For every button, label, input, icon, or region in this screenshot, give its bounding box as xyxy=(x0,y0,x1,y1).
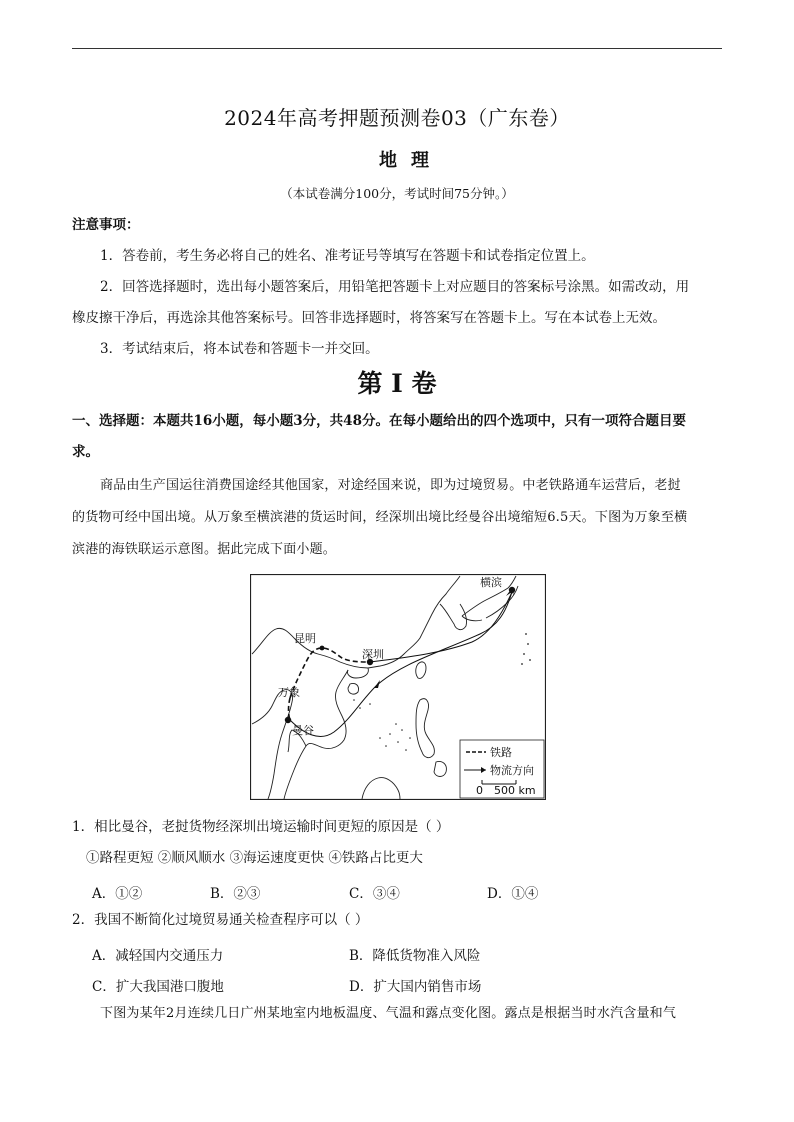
legend-flow-label: 物流方向 xyxy=(490,764,534,777)
q2-stem: 2．我国不断简化过境贸易通关检查程序可以（ ） xyxy=(72,912,369,928)
marker-bangkok xyxy=(285,717,291,723)
notice-heading: 注意事项： xyxy=(72,217,140,233)
notice-item-1: 1．答卷前，考生务必将自己的姓名、准考证号等填写在答题卡和试卷指定位置上。 xyxy=(100,248,595,264)
scale-zero: 0 xyxy=(476,784,483,797)
exam-note: （本试卷满分100分，考试时间75分钟。） xyxy=(280,186,514,201)
section-intro-line-2: 求。 xyxy=(72,444,99,460)
marker-kunming xyxy=(320,646,325,651)
scale-value: 500 km xyxy=(494,784,536,797)
q2-option-b[interactable]: B．降低货物准入风险 xyxy=(349,948,481,964)
q1-option-a[interactable]: A．①② xyxy=(92,886,143,902)
q2-option-c[interactable]: C．扩大我国港口腹地 xyxy=(92,979,224,995)
subject-title: 地理 xyxy=(379,150,443,171)
passage-line-1: 商品由生产国运往消费国途经其他国家，对途经国来说，即为过境贸易。中老铁路通车运营后，老挝 xyxy=(100,478,681,493)
q2-option-d[interactable]: D．扩大国内销售市场 xyxy=(349,979,482,995)
label-shenzhen: 深圳 xyxy=(362,648,384,661)
q1-stem: 1．相比曼谷，老挝货物经深圳出境运输时间更短的原因是（ ） xyxy=(72,819,450,835)
exam-title: 2024年高考押题预测卷03（广东卷） xyxy=(224,106,570,130)
sea-rail-transport-map xyxy=(250,574,546,800)
passage-line-2: 的货物可经中国出境。从万象至横滨港的货运时间，经深圳出境比经曼谷出境缩短6.5天。下图为万象至横 xyxy=(72,510,688,525)
top-rule xyxy=(72,48,722,49)
q1-option-c[interactable]: C．③④ xyxy=(349,886,400,902)
q2-option-a[interactable]: A．减轻国内交通压力 xyxy=(92,948,224,964)
label-bangkok: 曼谷 xyxy=(292,724,314,737)
q1-option-b[interactable]: B．②③ xyxy=(210,886,261,902)
passage-line-3: 滨港的海铁联运示意图。据此完成下面小题。 xyxy=(72,542,337,557)
legend-rail-label: 铁路 xyxy=(490,746,512,759)
q1-option-d[interactable]: D．①④ xyxy=(487,886,539,902)
notice-item-2-line-1: 2．回答选择题时，选出每小题答案后，用铅笔把答题卡上对应题目的答案标号涂黑。如需改动，用 xyxy=(100,279,690,295)
label-kunming: 昆明 xyxy=(294,632,316,645)
notice-item-2-line-2: 橡皮擦干净后，再选涂其他答案标号。回答非选择题时，将答案写在答题卡上。写在本试卷上无效。 xyxy=(72,310,666,326)
label-vientiane: 万象 xyxy=(278,686,300,699)
next-passage-line-1: 下图为某年2月连续几日广州某地室内地板温度、气温和露点变化图。露点是根据当时水汽含量和气 xyxy=(100,1006,677,1021)
section-intro-line-1: 一、选择题：本题共16小题，每小题3分，共48分。在每小题给出的四个选项中，只有一项符合题目要 xyxy=(72,413,686,429)
label-yokohama: 横滨 xyxy=(480,576,502,589)
notice-item-3: 3．考试结束后，将本试卷和答题卡一并交回。 xyxy=(100,341,379,357)
q1-statements: ①路程更短 ②顺风顺水 ③海运速度更快 ④铁路占比更大 xyxy=(86,850,423,866)
marker-yokohama xyxy=(509,587,515,593)
section-title: 第 I 卷 xyxy=(357,369,437,398)
